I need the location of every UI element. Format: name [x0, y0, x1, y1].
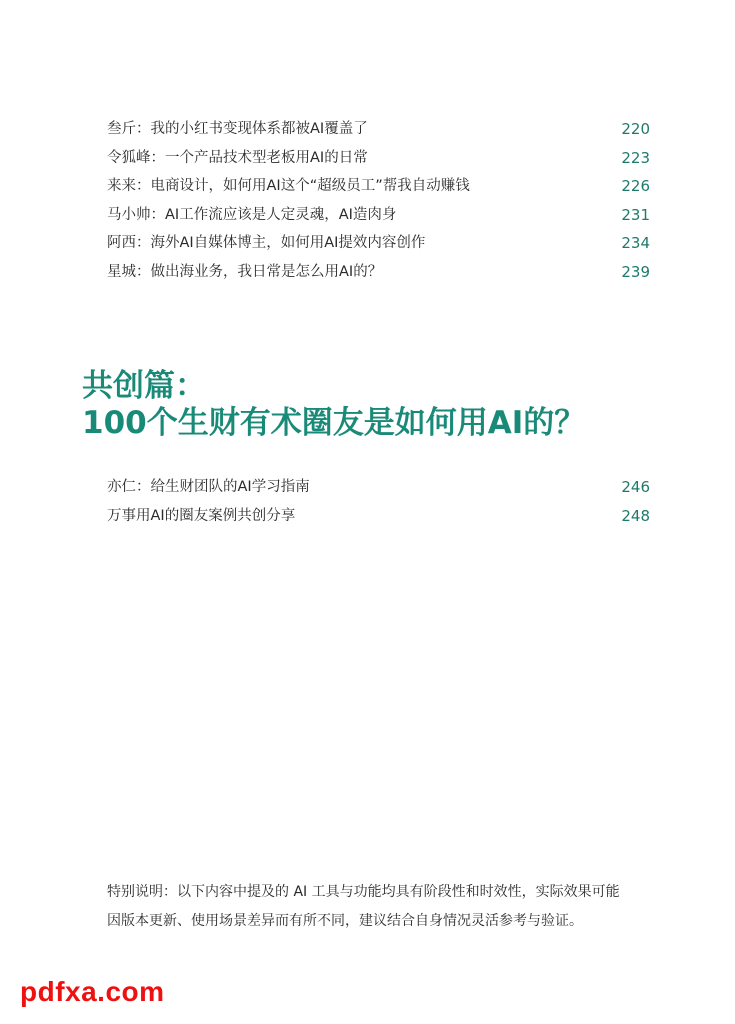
section-heading-line1: 共创篇：: [82, 368, 206, 404]
toc-entry-title: 马小帅：AI工作流应该是人定灵魂，AI造肉身: [107, 206, 397, 223]
toc-entry-title: 星城：做出海业务，我日常是怎么用AI的？: [107, 263, 383, 280]
toc-entry-title: 来来：电商设计，如何用AI这个“超级员工”帮我自动赚钱: [107, 178, 470, 195]
section-heading: [82, 368, 585, 442]
toc-entry-title: 阿西：海外AI自媒体博主，如何用AI提效内容创作: [107, 235, 426, 252]
toc-list-part1: [107, 115, 650, 287]
toc-entry[interactable]: [107, 502, 650, 531]
toc-entry-title: 叁斤：我的小红书变现体系都被AI覆盖了: [107, 121, 368, 137]
toc-entry[interactable]: [107, 229, 650, 258]
toc-entry[interactable]: [107, 201, 650, 230]
toc-entry-page: 223: [621, 148, 650, 167]
toc-entry-page: 248: [621, 506, 650, 525]
toc-entry-page: 226: [621, 177, 650, 196]
watermark: pdfxa.com: [20, 976, 165, 1007]
section-heading-line2: 100个生财有术圈友是如何用AI的？: [82, 405, 586, 441]
special-note-line1: 特别说明：以下内容中提及的 AI 工具与功能均具有阶段性和时效性，实际效果可能: [107, 884, 620, 900]
toc-entry-title: 万事用AI的圈友案例共创分享: [107, 507, 296, 524]
toc-entry-title: 亦仁：给生财团队的AI学习指南: [107, 479, 310, 495]
toc-entry[interactable]: [107, 115, 650, 144]
toc-entry-page: 220: [621, 120, 650, 138]
toc-entry[interactable]: [107, 144, 650, 173]
special-note-line2: 因版本更新、使用场景差异而有所不同，建议结合自身情况灵活参考与验证。: [107, 913, 583, 929]
toc-entry[interactable]: [107, 258, 650, 287]
toc-entry-page: 231: [621, 205, 650, 224]
toc-entry-page: 246: [621, 478, 650, 496]
toc-entry[interactable]: [107, 473, 650, 502]
toc-entry[interactable]: [107, 172, 650, 201]
toc-entry-page: 234: [621, 234, 650, 253]
toc-entry-title: 令狐峰：一个产品技术型老板用AI的日常: [107, 149, 368, 166]
toc-entry-page: 239: [621, 262, 650, 281]
special-note: [107, 878, 667, 936]
toc-list-part2: [107, 473, 650, 530]
